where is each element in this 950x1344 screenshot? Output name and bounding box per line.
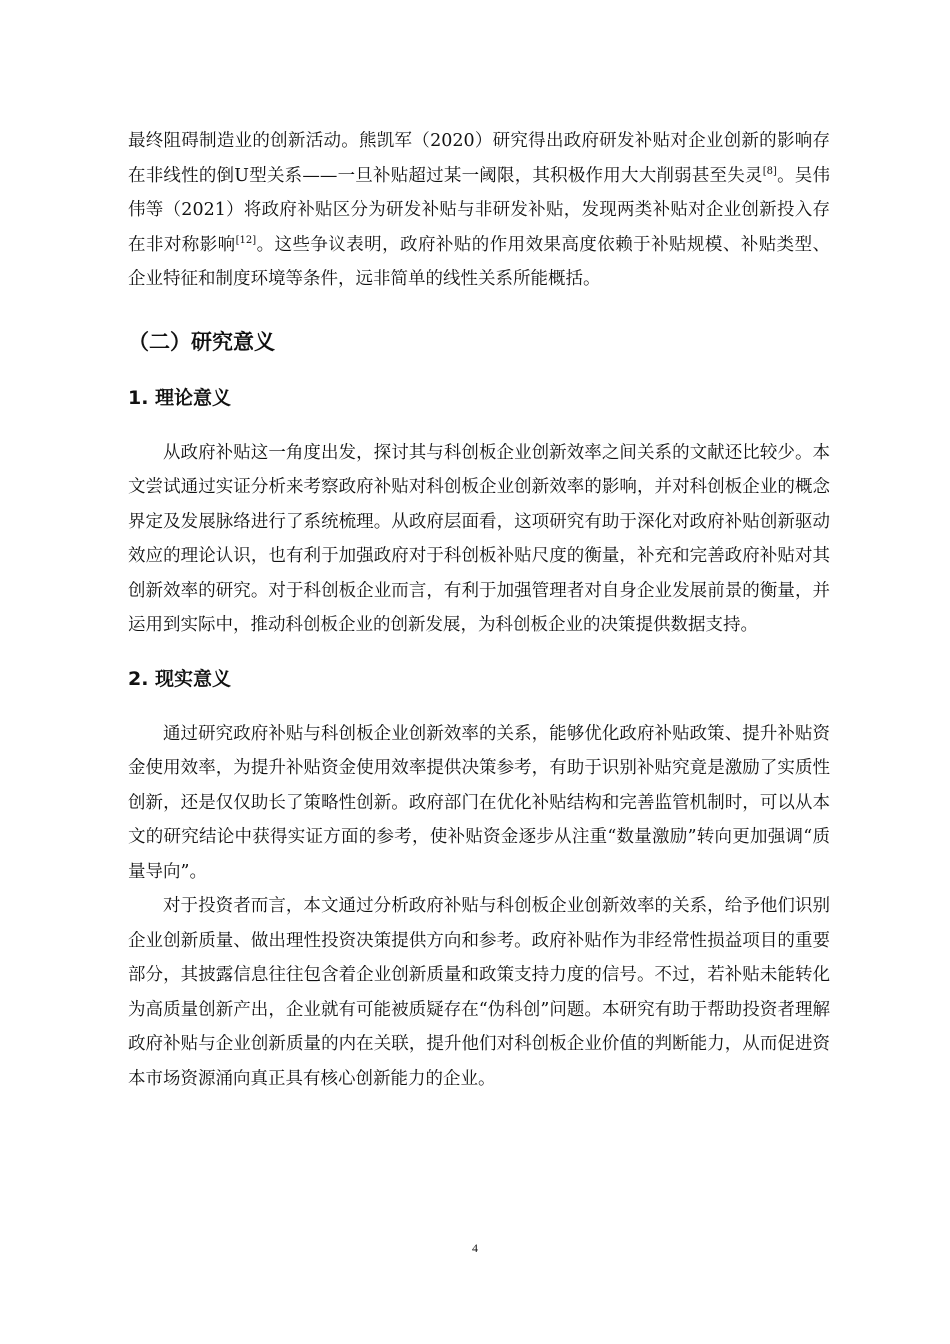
citation-ref: [8] <box>762 165 777 177</box>
paragraph-text: 。这些争议表明，政府补贴的作用效果高度依赖于补贴规模、补贴类型、企业特征和制度环境等条件，远非简单的线性关系所能概括。 <box>128 234 831 289</box>
practice-paragraph-2: 对于投资者而言，本文通过分析政府补贴与科创板企业创新效率的关系，给予他们识别企业创新质量、做出理性投资决策提供方向和参考。政府补贴作为非经常性损益项目的重要部分，其披露信息往往包含着企业创新质量和政策支持力度的信号。不过，若补贴未能转化为高质量创新产出，企业就有可能被质疑存在“伪科创”问题。本研究有助于帮助投资者理解政府补贴与企业创新质量的内在关联，提升他们对科创板企业价值的判断能力，从而促进资本市场资源涌向真正具有核心创新能力的企业。 <box>128 896 830 1089</box>
continued-paragraph <box>128 124 830 297</box>
paragraph-text: 。吴伟伟等（2021）将政府补贴区分为研发补贴与非研发补贴，发现两类补贴对企业创新投入存在非对称影响 <box>128 165 830 255</box>
section-heading: （二）研究意义 <box>128 329 275 354</box>
theory-paragraph: 从政府补贴这一角度出发，探讨其与科创板企业创新效率之间关系的文献还比较少。本文尝试通过实证分析来考察政府补贴对科创板企业创新效率的影响，并对科创板企业的概念界定及发展脉络进行了系统梳理。从政府层面看，这项研究有助于深化对政府补贴创新驱动效应的理论认识，也有利于加强政府对于科创板补贴尺度的衡量，补充和完善政府补贴对其创新效率的研究。对于科创板企业而言，有利于加强管理者对自身企业发展前景的衡量，并运用到实际中，推动科创板企业的创新发展，为科创板企业的决策提供数据支持。 <box>128 442 830 635</box>
subsection-heading-practice: 2. 现实意义 <box>128 667 232 690</box>
page-number: 4 <box>472 1241 478 1255</box>
practice-paragraph-1: 通过研究政府补贴与科创板企业创新效率的关系，能够优化政府补贴政策、提升补贴资金使用效率，为提升补贴资金使用效率提供决策参考，有助于识别补贴究竟是激励了实质性创新，还是仅仅助长了策略性创新。政府部门在优化补贴结构和完善监管机制时，可以从本文的研究结论中获得实证方面的参考，使补贴资金逐步从注重“数量激励”转向更加强调“质量导向”。 <box>128 723 830 882</box>
paragraph-text: 最终阻碍制造业的创新活动。熊凯军（2020）研究得出政府研发补贴对企业创新的影响存在非线性的倒U型关系——一旦补贴超过某一阈限，其积极作用大大削弱甚至失灵 <box>128 131 830 186</box>
subsection-heading-theory: 1. 理论意义 <box>128 386 232 409</box>
citation-ref: [12] <box>235 234 257 246</box>
page-body <box>128 124 830 1096</box>
